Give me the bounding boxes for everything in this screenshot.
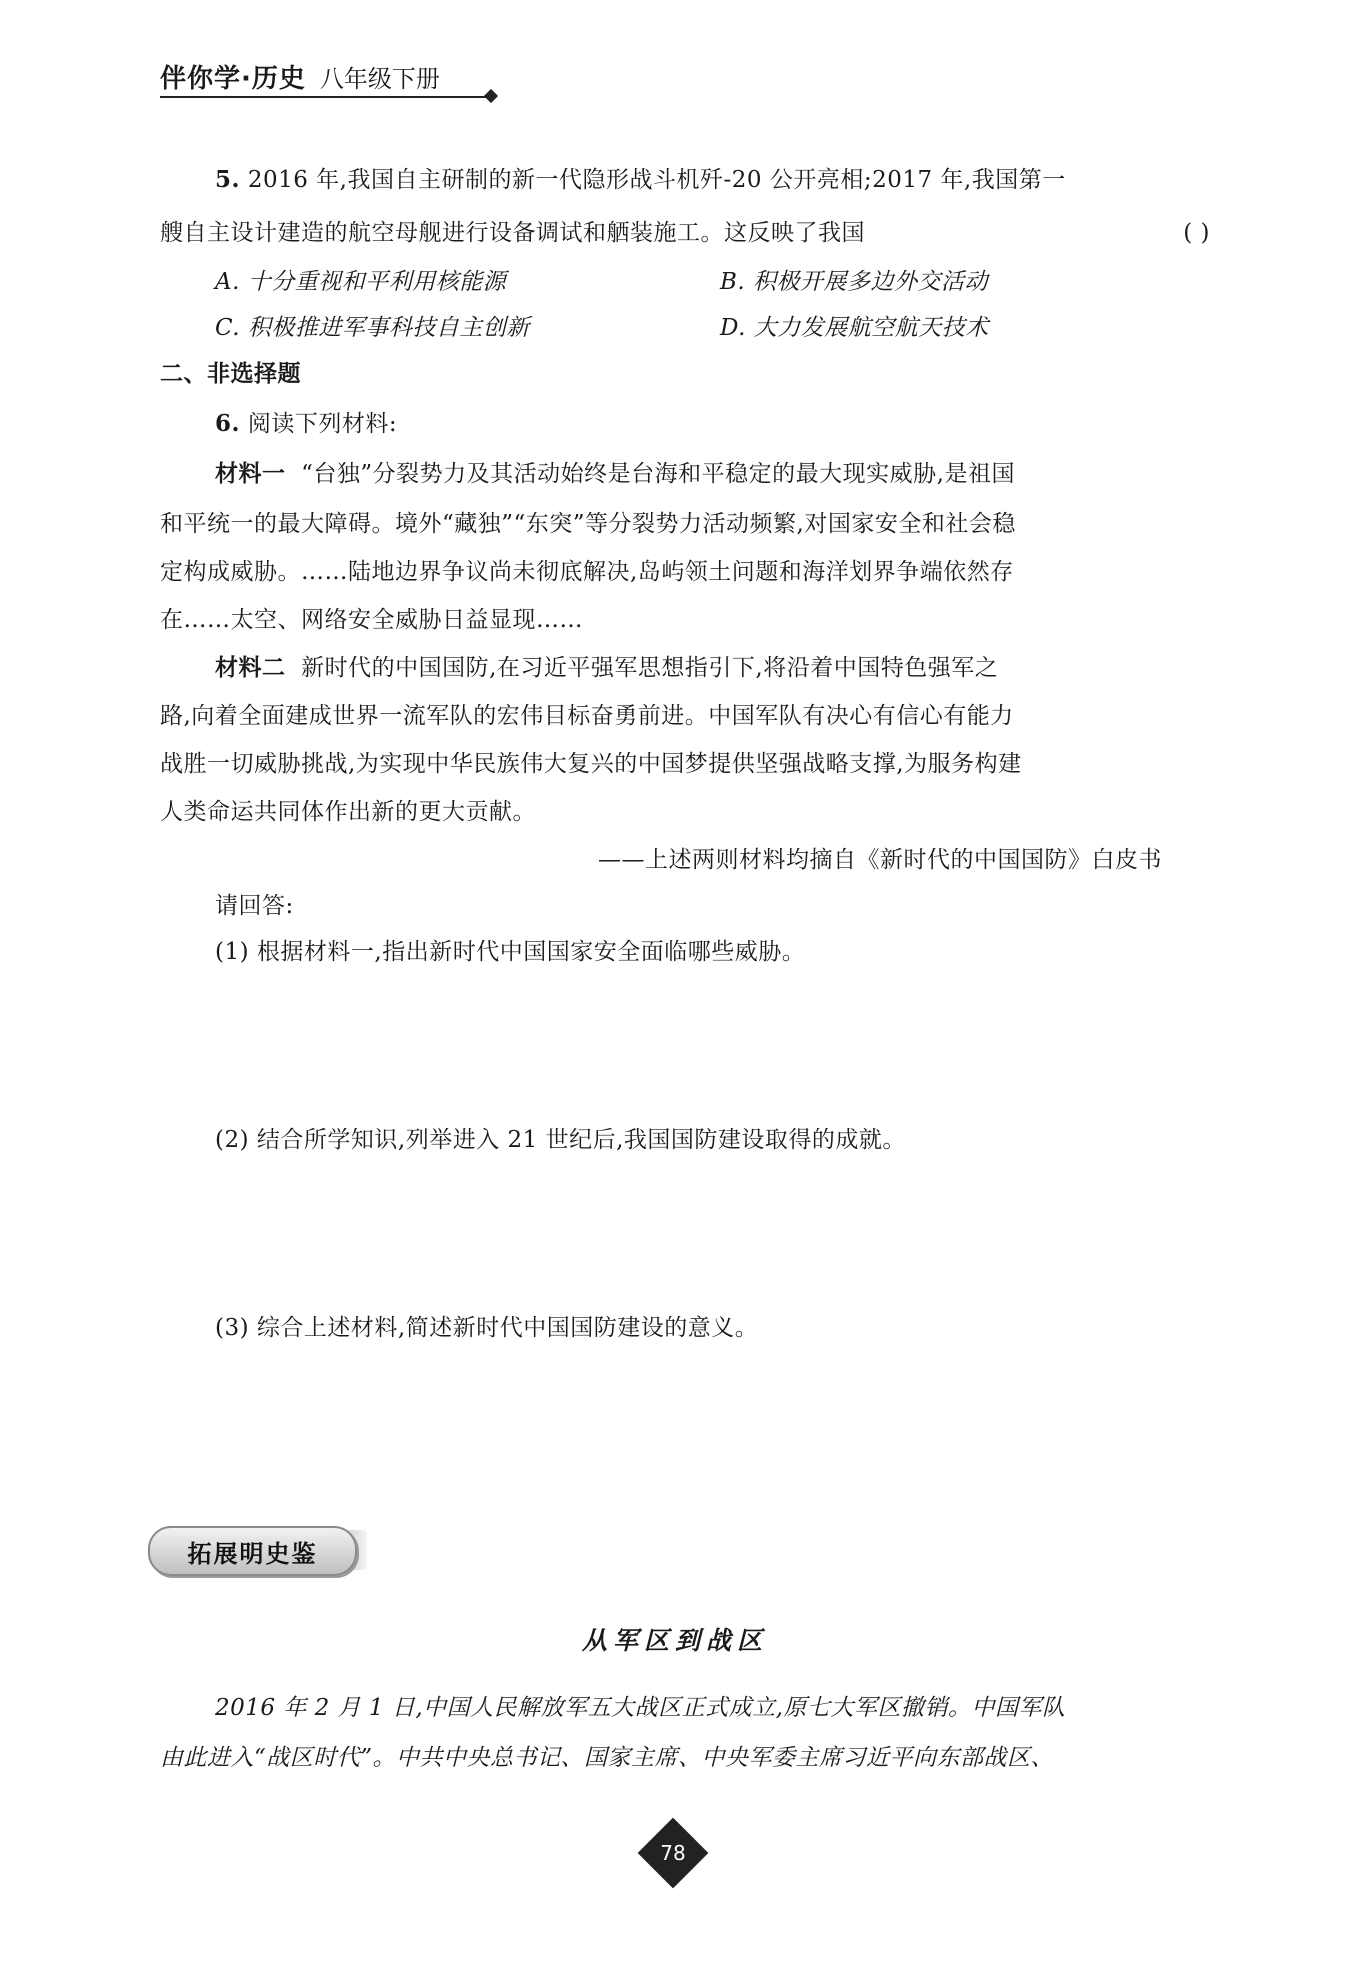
extension-line2: 由此进入“战区时代”。中共中央总书记、国家主席、中央军委主席习近平向东部战区、 bbox=[160, 1745, 1055, 1771]
material1-line4: 在……太空、网络安全威胁日益显现…… bbox=[160, 607, 583, 633]
material-source: ——上述两则材料均摘自《新时代的中国国防》白皮书 bbox=[598, 847, 1162, 873]
material2-line1 bbox=[215, 646, 998, 690]
answer-parentheses: ( ) bbox=[1183, 220, 1210, 246]
extension-badge: 拓展明史鉴 bbox=[148, 1526, 357, 1576]
extension-title: 从军区到战区 bbox=[581, 1626, 768, 1655]
q6-number: 6. bbox=[215, 410, 241, 437]
q6-intro bbox=[215, 402, 397, 446]
q5-number: 5. bbox=[215, 166, 241, 193]
please-answer: 请回答: bbox=[215, 893, 294, 919]
q5-stem-line1: 2016 年,我国自主研制的新一代隐形战斗机歼-20 公开亮相;2017 年,我国第一 bbox=[247, 167, 1066, 193]
material2-label: 材料二 bbox=[215, 655, 286, 681]
page-number: 78 bbox=[660, 1841, 686, 1865]
subquestion-2: (2) 结合所学知识,列举进入 21 世纪后,我国国防建设取得的成就。 bbox=[215, 1127, 906, 1153]
material1-text: “台独”分裂势力及其活动始终是台海和平稳定的最大现实威胁,是祖国 bbox=[301, 461, 1015, 487]
q6-intro-text: 阅读下列材料: bbox=[247, 411, 398, 437]
page-header bbox=[160, 58, 500, 98]
material2-line2: 路,向着全面建成世界一流军队的宏伟目标奋勇前进。中国军队有决心有信心有能力 bbox=[160, 703, 1014, 729]
book-subtitle: 八年级下册 bbox=[319, 65, 440, 93]
q5-option-d: D. 大力发展航空航天技术 bbox=[720, 315, 989, 341]
extension-line1: 2016 年 2 月 1 日,中国人民解放军五大战区正式成立,原七大军区撤销。中国军队 bbox=[215, 1695, 1066, 1721]
material2-line3: 战胜一切威胁挑战,为实现中华民族伟大复兴的中国梦提供坚强战略支撑,为服务构建 bbox=[160, 751, 1022, 777]
material1-line1 bbox=[215, 452, 1015, 496]
q5-line2 bbox=[160, 211, 1210, 255]
subquestion-3: (3) 综合上述材料,简述新时代中国国防建设的意义。 bbox=[215, 1315, 759, 1341]
diamond-icon bbox=[484, 89, 498, 103]
subquestion-1: (1) 根据材料一,指出新时代中国国家安全面临哪些威胁。 bbox=[215, 939, 806, 965]
q5-option-a: A. 十分重视和平利用核能源 bbox=[215, 269, 507, 295]
q5-option-c: C. 积极推进军事科技自主创新 bbox=[215, 315, 530, 341]
book-title: 伴你学·历史 bbox=[160, 64, 306, 94]
header-rule bbox=[160, 96, 492, 98]
material1-line3: 定构成威胁。……陆地边界争议尚未彻底解决,岛屿领土问题和海洋划界争端依然存 bbox=[160, 559, 1014, 585]
q5-stem-line2: 艘自主设计建造的航空母舰进行设备调试和舾装施工。这反映了我国 bbox=[160, 220, 865, 246]
material1-label: 材料一 bbox=[215, 461, 286, 487]
q5-line1 bbox=[215, 158, 1066, 202]
material2-line4: 人类命运共同体作出新的更大贡献。 bbox=[160, 799, 536, 825]
section-heading: 二、非选择题 bbox=[160, 361, 301, 387]
q5-option-b: B. 积极开展多边外交活动 bbox=[720, 269, 989, 295]
material1-line2: 和平统一的最大障碍。境外“藏独”“东突”等分裂势力活动频繁,对国家安全和社会稳 bbox=[160, 511, 1016, 537]
material2-text: 新时代的中国国防,在习近平强军思想指引下,将沿着中国特色强军之 bbox=[301, 655, 999, 681]
